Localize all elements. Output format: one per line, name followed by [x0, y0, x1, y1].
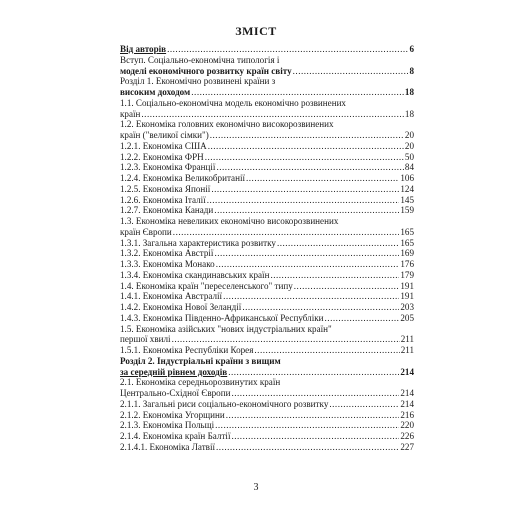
toc-entry	[120, 399, 414, 410]
toc-entry-label: 1.2.1. Економіка США	[120, 140, 207, 151]
toc-entry-first-line: 1.2. Економіка головних економічно високорозвинених	[120, 119, 334, 130]
toc-entry	[120, 313, 414, 324]
toc-entry-page: 214	[400, 366, 414, 377]
toc-entry-label: країн ("великої сімки")	[120, 130, 209, 140]
dot-leader	[141, 109, 404, 120]
toc-entry-label: 1.2.7. Економіка Канади	[120, 205, 214, 216]
toc-entry-label: 2.1.4.1. Економіка Латвії	[120, 441, 216, 452]
dot-leader	[254, 345, 399, 356]
dot-leader	[216, 162, 403, 173]
dot-leader	[215, 420, 399, 431]
dot-leader	[277, 238, 399, 249]
dot-leader	[167, 44, 408, 55]
toc-entry	[120, 431, 414, 442]
toc-entry-first-line: 1.3. Економіка невеликих економічно високорозвинених	[120, 216, 339, 226]
toc-entry	[120, 87, 414, 98]
toc-entry	[120, 410, 414, 421]
table-of-contents	[120, 44, 414, 453]
toc-entry	[120, 270, 414, 281]
toc-entry-label: 1.2.2. Економіка ФРН	[120, 151, 204, 162]
dot-leader	[172, 334, 400, 345]
dot-leader	[214, 205, 399, 216]
toc-entry	[120, 345, 414, 356]
toc-entry-page: 169	[400, 248, 414, 259]
toc-entry-page: 145	[400, 194, 414, 205]
toc-entry	[120, 227, 414, 238]
toc-entry-label: 1.4.2. Економіка Нової Зеландії	[120, 302, 242, 312]
toc-entry-page: 159	[400, 205, 414, 216]
dot-leader	[214, 248, 399, 259]
dot-leader	[329, 399, 399, 410]
toc-entry-label: 1.3.4. Економіка скандинавських країн	[120, 269, 270, 280]
toc-entry-label: 1.2.5. Економіка Японії	[120, 183, 211, 194]
toc-entry-label: 1.3.1. Загальна характеристика розвитку	[120, 237, 276, 248]
toc-entry	[120, 130, 414, 141]
page-title: ЗМІСТ	[235, 24, 277, 38]
toc-entry-label: високим доходом	[120, 87, 191, 97]
toc-entry	[120, 44, 414, 55]
toc-entry-page: 214	[400, 398, 414, 409]
dot-leader	[216, 259, 400, 270]
dot-leader	[211, 184, 399, 195]
toc-entry-page: 20	[404, 140, 414, 151]
toc-entry-page: 8	[409, 65, 414, 76]
toc-entry-label: 1.3.3. Економіка Монако	[120, 259, 215, 269]
toc-entry-page: 18	[404, 87, 414, 97]
toc-entry	[120, 152, 414, 163]
dot-leader	[294, 281, 400, 292]
dot-leader	[210, 130, 404, 141]
dot-leader	[242, 302, 399, 313]
toc-entry	[120, 367, 414, 378]
toc-entry	[120, 109, 414, 120]
toc-entry-label: 1.2.4. Економіка Великобританії	[120, 173, 245, 183]
toc-entry	[120, 281, 414, 292]
toc-entry	[120, 141, 414, 152]
toc-entry-page: 18	[404, 108, 414, 119]
toc-entry-label: 2.1.2. Економіка Угорщини	[120, 409, 225, 420]
toc-entry-page: 6	[409, 44, 414, 54]
toc-entry	[120, 248, 414, 259]
toc-entry-page: 165	[400, 237, 414, 248]
toc-entry-label: 1.4.1. Економіка Австралії	[120, 291, 223, 302]
dot-leader	[191, 87, 404, 98]
toc-entry-label: першої хвилі	[120, 334, 171, 345]
toc-entry-page: 191	[400, 291, 414, 302]
dot-leader	[231, 431, 399, 442]
dot-leader	[173, 227, 400, 238]
toc-entry-label: 1.2.3. Економіка Франції	[120, 162, 216, 173]
toc-entry-page: 165	[400, 226, 414, 237]
toc-entry-first-line: 2.1. Економіка середньорозвинутих країн	[120, 377, 281, 388]
toc-entry-label: 1.2.6. Економіка Італії	[120, 194, 206, 205]
toc-entry-page: 211	[400, 345, 414, 355]
toc-entry-label: моделі економічного розвитку країн світу	[120, 65, 292, 76]
toc-entry	[120, 442, 414, 453]
toc-entry-label: країн Європи	[120, 226, 172, 237]
toc-entry-page: 84	[404, 162, 414, 173]
page-number: 3	[253, 482, 259, 493]
toc-entry	[120, 162, 414, 173]
toc-entry-page: 20	[404, 130, 414, 140]
toc-entry	[120, 238, 414, 249]
toc-entry	[120, 173, 414, 184]
toc-entry-page: 226	[400, 431, 414, 441]
dot-leader	[216, 442, 399, 453]
toc-entry	[120, 205, 414, 216]
toc-entry	[120, 291, 414, 302]
toc-entry-first-line: 1.1. Соціально-економічна модель економічно розвинених	[120, 97, 346, 108]
toc-entry-page: 216	[400, 409, 414, 420]
toc-entry-label: 1.3.2. Економіка Австрії	[120, 248, 214, 259]
toc-entry-label: країн	[120, 108, 141, 119]
toc-entry-first-line: Розділ 1. Економічно розвинені країни з	[120, 76, 276, 87]
toc-entry-label: 1.4. Економіка країн "переселенського" типу	[120, 280, 293, 291]
dot-leader	[223, 291, 399, 302]
dot-leader	[226, 410, 400, 421]
toc-entry-label: 2.1.1. Загальні риси соціально-економічного розвитку	[120, 398, 329, 409]
dot-leader	[231, 388, 399, 399]
toc-entry	[120, 184, 414, 195]
dot-leader	[293, 66, 409, 77]
toc-entry-page: 220	[400, 420, 414, 431]
toc-entry	[120, 195, 414, 206]
dot-leader	[207, 195, 400, 206]
toc-entry-page: 214	[400, 388, 414, 398]
toc-entry	[120, 302, 414, 313]
dot-leader	[325, 313, 400, 324]
dot-leader	[246, 173, 399, 184]
toc-entry-page: 191	[400, 280, 414, 291]
toc-entry	[120, 66, 414, 77]
toc-entry-label: Від авторів	[120, 44, 167, 54]
toc-entry-label: Центрально-Східної Європи	[120, 388, 231, 398]
toc-entry-page: 50	[404, 151, 414, 162]
toc-entry	[120, 388, 414, 399]
toc-entry-page: 176	[400, 259, 414, 269]
dot-leader	[270, 270, 399, 281]
toc-entry-label: 1.5.1. Економіка Республіки Корея	[120, 345, 254, 355]
toc-entry-first-line: Вступ. Соціально-економічна типологія і	[120, 54, 280, 65]
toc-entry-page: 205	[400, 312, 414, 323]
dot-leader	[205, 152, 404, 163]
toc-entry-label: за середній рівнем доходів	[120, 366, 228, 377]
dot-leader	[228, 367, 399, 378]
toc-entry-page: 211	[400, 334, 414, 345]
toc-entry-label: 2.1.4. Економіка країн Балтії	[120, 431, 231, 441]
toc-entry-page: 106	[400, 173, 414, 183]
toc-entry	[120, 420, 414, 431]
toc-entry-first-line: 1.5. Економіка азійських "нових індустріальних країн"	[120, 323, 332, 334]
toc-entry	[120, 259, 414, 270]
dot-leader	[208, 141, 404, 152]
toc-entry-label: 1.4.3. Економіка Південно-Африканської Республіки	[120, 312, 324, 323]
toc-entry-page: 124	[400, 183, 414, 194]
toc-entry-page: 203	[400, 302, 414, 312]
toc-entry	[120, 334, 414, 345]
toc-entry-page: 179	[400, 269, 414, 280]
toc-entry-label: 2.1.3. Економіка Польщі	[120, 420, 215, 431]
toc-entry-page: 227	[400, 441, 414, 452]
toc-entry-first-line: Розділ 2. Індустріальні країни з вищим	[120, 355, 281, 366]
